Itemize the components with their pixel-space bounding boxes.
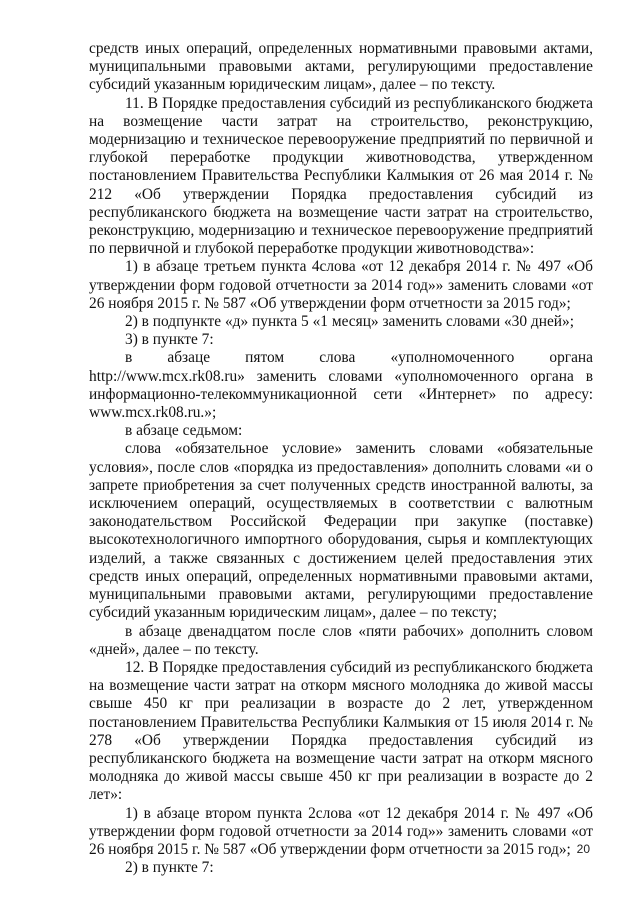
paragraph-continuation: средств иных операций, определенных нормативными правовыми актами, муниципальными правовыми актами, регулирующими предоставление субсидий указанным юридическим лицам», далее – по тексту. xyxy=(89,40,593,94)
paragraph-11-subitem-1: 1) в абзаце третьем пункта 4слова «от 12 декабря 2014 г. № 497 «Об утверждении форм годовой отчетности за 2014 год»» заменить словами «от 26 ноября 2015 г. № 587 «Об утверждении форм отчетности за 2015 год»; xyxy=(89,258,593,312)
paragraph-11-abzac-5: в абзаце пятом слова «уполномоченного органа http://www.mcx.rk08.ru» заменить словами «уполномоченного органа в информационно-телекоммуникационной сети «Интернет» по адресу: www.mcx.rk08.ru.»; xyxy=(89,349,593,422)
paragraph-11-abzac-12: в абзаце двенадцатом после слов «пяти рабочих» дополнить словом «дней», далее – по тексту. xyxy=(89,622,593,658)
paragraph-11-abzac-7-body: слова «обязательное условие» заменить словами «обязательные условия», после слов «порядка из предоставления» дополнить словами «и о запрете приобретения за счет полученных средств иностранной валюты, за исключением операций, осуществляемых в соответствии с валютным законодательством Российской Федерации при закупке (поставке) высокотехнологичного импортного оборудования, сырья и комплектующих изделий, а также связанных с достижением целей предоставления этих средств иных операций, определенных нормативными правовыми актами, муниципальными правовыми актами, регулирующими предоставление субсидий указанным юридическим лицам», далее – по тексту; xyxy=(89,440,593,622)
paragraph-11-subitem-3: 3) в пункте 7: xyxy=(125,331,214,349)
paragraph-11-subitem-2: 2) в подпункте «д» пункта 5 «1 месяц» заменить словами «30 дней»; xyxy=(125,313,574,331)
paragraph-item-11: 11. В Порядке предоставления субсидий из республиканского бюджета на возмещение части затрат на строительство, реконструкцию, модернизацию и техническое перевооружение предприятий по первичной и глубокой переработке продукции животноводства, утвержденном постановлением Правительства Республики Калмыкия от 26 мая 2014 г. № 212 «Об утверждении Порядка предоставления субсидий из республиканского бюджета на возмещение части затрат на строительство, реконструкцию, модернизацию и техническое перевооружение предприятий по первичной и глубокой переработке продукции животноводства»: xyxy=(89,94,593,258)
document-body xyxy=(89,40,593,877)
paragraph-item-12: 12. В Порядке предоставления субсидий из республиканского бюджета на возмещение части затрат на откорм мясного молодняка до живой массы свыше 450 кг при реализации в возрасте до 2 лет, утвержденном постановлением Правительства Республики Калмыкия от 15 июля 2014 г. № 278 «Об утверждении Порядка предоставления субсидий из республиканского бюджета на возмещение части затрат на откорм мясного молодняка до живой массы свыше 450 кг при реализации в возрасте до 2 лет»: xyxy=(89,658,593,804)
paragraph-12-subitem-2: 2) в пункте 7: xyxy=(125,859,214,877)
paragraph-12-subitem-1: 1) в абзаце втором пункта 2слова «от 12 декабря 2014 г. № 497 «Об утверждении форм годовой отчетности за 2014 год»» заменить словами «от 26 ноября 2015 г. № 587 «Об утверждении форм отчетности за 2015 год»; xyxy=(89,804,593,858)
page-number: 20 xyxy=(576,842,590,856)
paragraph-11-abzac-7-heading: в абзаце седьмом: xyxy=(125,422,243,440)
